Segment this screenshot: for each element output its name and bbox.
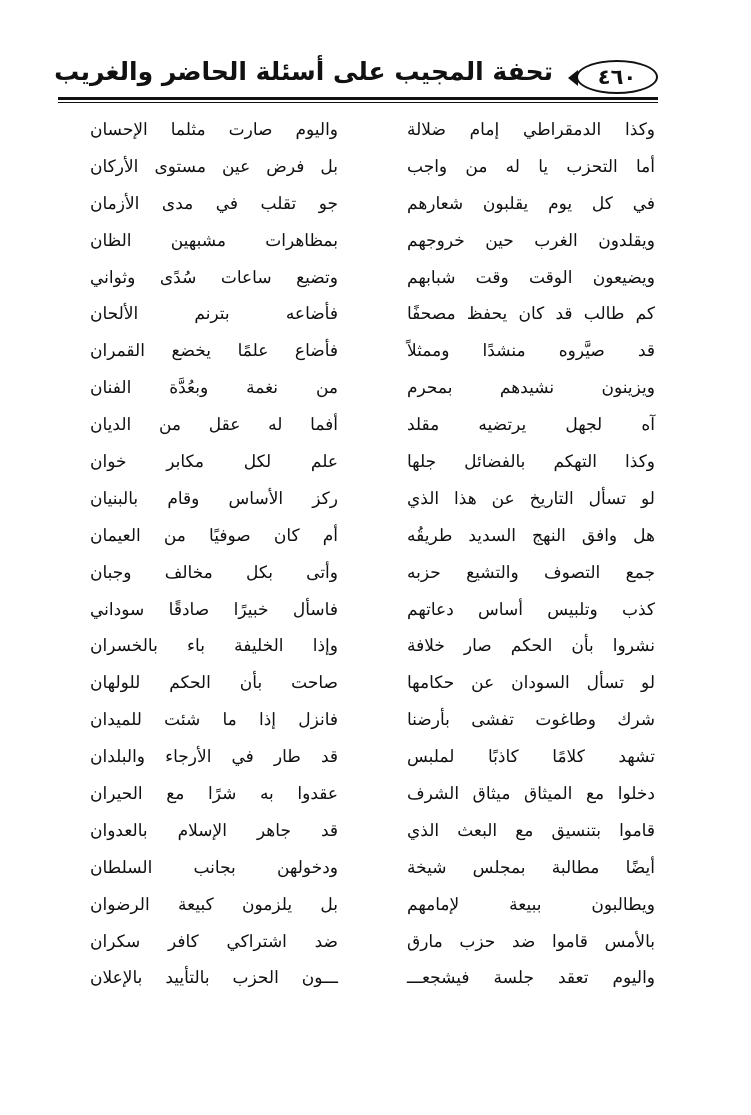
verse-line bbox=[90, 372, 655, 409]
poem-body bbox=[90, 114, 655, 999]
second-hemistich: فاسأل خبيرًا صادقًا سوداني bbox=[90, 599, 338, 620]
verse-line bbox=[90, 594, 655, 631]
first-hemistich: آه لجهل يرتضيه مقلد bbox=[407, 415, 655, 436]
verse-line bbox=[90, 151, 655, 188]
second-hemistich: عقدوا به شرًا مع الحيران bbox=[90, 784, 338, 805]
second-hemistich: أفما له عقل من الديان bbox=[90, 415, 338, 436]
verse-line bbox=[90, 483, 655, 520]
second-hemistich: ركز الأساس وقام بالبنيان bbox=[90, 488, 338, 509]
second-hemistich: بل يلزمون كبيعة الرضوان bbox=[90, 894, 338, 915]
verse-line bbox=[90, 520, 655, 557]
verse-line bbox=[90, 446, 655, 483]
verse-line bbox=[90, 225, 655, 262]
second-hemistich: علم لكل مكابر خوان bbox=[90, 452, 338, 473]
first-hemistich: كم طالب قد كان يحفظ مصحفًا bbox=[407, 304, 655, 325]
verse-line bbox=[90, 335, 655, 372]
second-hemistich: وإذا الخليفة باء بالخسران bbox=[90, 636, 338, 657]
first-hemistich: ويقلدون الغرب حين خروجهم bbox=[407, 230, 655, 251]
first-hemistich: كذب وتلبيس أساس دعاتهم bbox=[407, 599, 655, 620]
verse-line bbox=[90, 778, 655, 815]
verse-line bbox=[90, 262, 655, 299]
verse-line bbox=[90, 630, 655, 667]
second-hemistich: ـــون الحزب بالتأييد بالإعلان bbox=[90, 968, 338, 989]
verse-line bbox=[90, 114, 655, 151]
second-hemistich: جو تقلب في مدى الأزمان bbox=[90, 193, 338, 214]
second-hemistich: من نغمة وبعُدَّة الفنان bbox=[90, 378, 338, 399]
second-hemistich: فانزل إذا ما شئت للميدان bbox=[90, 710, 338, 731]
verse-line bbox=[90, 741, 655, 778]
first-hemistich: أيضًا مطالبة بمجلس شيخة bbox=[407, 857, 655, 878]
first-hemistich: وكذا التهكم بالفضائل جلها bbox=[407, 452, 655, 473]
second-hemistich: أم كان صوفيًا من العيمان bbox=[90, 525, 338, 546]
second-hemistich: قد جاهر الإسلام بالعدوان bbox=[90, 820, 338, 841]
first-hemistich: وكذا الدمقراطي إمام ضلالة bbox=[407, 120, 655, 140]
first-hemistich: شرك وطاغوت تفشى بأرضنا bbox=[407, 710, 655, 731]
verse-line bbox=[90, 409, 655, 446]
second-hemistich: قد طار في الأرجاء والبلدان bbox=[90, 747, 338, 768]
verse-line bbox=[90, 962, 655, 999]
first-hemistich: هل وافق النهج السديد طريقُه bbox=[407, 525, 655, 546]
second-hemistich: ودخولهن بجانب السلطان bbox=[90, 857, 338, 878]
second-hemistich: فأضاع علمًا يخضع القمران bbox=[90, 341, 338, 362]
first-hemistich: في كل يوم يقلبون شعارهم bbox=[407, 193, 655, 214]
first-hemistich: قاموا بتنسيق مع البعث الذي bbox=[407, 820, 655, 841]
verse-line bbox=[90, 889, 655, 926]
first-hemistich: لو تسأل السودان عن حكامها bbox=[407, 673, 655, 694]
page-number: ٤٦٠ bbox=[576, 60, 658, 94]
second-hemistich: واليوم صارت مثلما الإحسان bbox=[90, 120, 338, 140]
header-rule bbox=[58, 97, 658, 100]
second-hemistich: وتضيع ساعات سُدًى وثواني bbox=[90, 267, 338, 288]
first-hemistich: ويطالبون ببيعة لإمامهم bbox=[407, 894, 655, 915]
verse-line bbox=[90, 852, 655, 889]
verse-line bbox=[90, 188, 655, 225]
book-title: تحفة المجيب على أسئلة الحاضر والغريب bbox=[54, 57, 553, 86]
second-hemistich: فأضاعه بترنم الألحان bbox=[90, 304, 338, 325]
second-hemistich: بمظاهرات مشبهين الظان bbox=[90, 230, 338, 251]
first-hemistich: واليوم تعقد جلسة فيشجعـــ bbox=[407, 968, 655, 989]
second-hemistich: بل فرض عين مستوى الأركان bbox=[90, 156, 338, 177]
first-hemistich: جمع التصوف والتشيع حزبه bbox=[407, 562, 655, 583]
header-rule-thin bbox=[58, 102, 658, 103]
verse-line bbox=[90, 298, 655, 335]
verse-line bbox=[90, 815, 655, 852]
first-hemistich: أما التحزب يا له من واجب bbox=[407, 156, 655, 177]
first-hemistich: نشروا بأن الحكم صار خلافة bbox=[407, 636, 655, 657]
first-hemistich: قد صيَّروه منشدًا وممثلاً bbox=[407, 341, 655, 362]
first-hemistich: بالأمس قاموا ضد حزب مارق bbox=[407, 931, 655, 952]
verse-line bbox=[90, 557, 655, 594]
second-hemistich: وأتى بكل مخالف وجبان bbox=[90, 562, 338, 583]
second-hemistich: ضد اشتراكي كافر سكران bbox=[90, 931, 338, 952]
first-hemistich: ويضيعون الوقت وقت شبابهم bbox=[407, 267, 655, 288]
first-hemistich: لو تسأل التاريخ عن هذا الذي bbox=[407, 488, 655, 509]
verse-line bbox=[90, 704, 655, 741]
first-hemistich: ويزينون نشيدهم بمحرم bbox=[407, 378, 655, 399]
second-hemistich: صاحت بأن الحكم للولهان bbox=[90, 673, 338, 694]
page-header bbox=[54, 52, 658, 96]
first-hemistich: دخلوا مع الميثاق ميثاق الشرف bbox=[407, 784, 655, 805]
first-hemistich: تشهد كلامًا كاذبًا لملبس bbox=[407, 747, 655, 768]
verse-line bbox=[90, 926, 655, 963]
verse-line bbox=[90, 667, 655, 704]
